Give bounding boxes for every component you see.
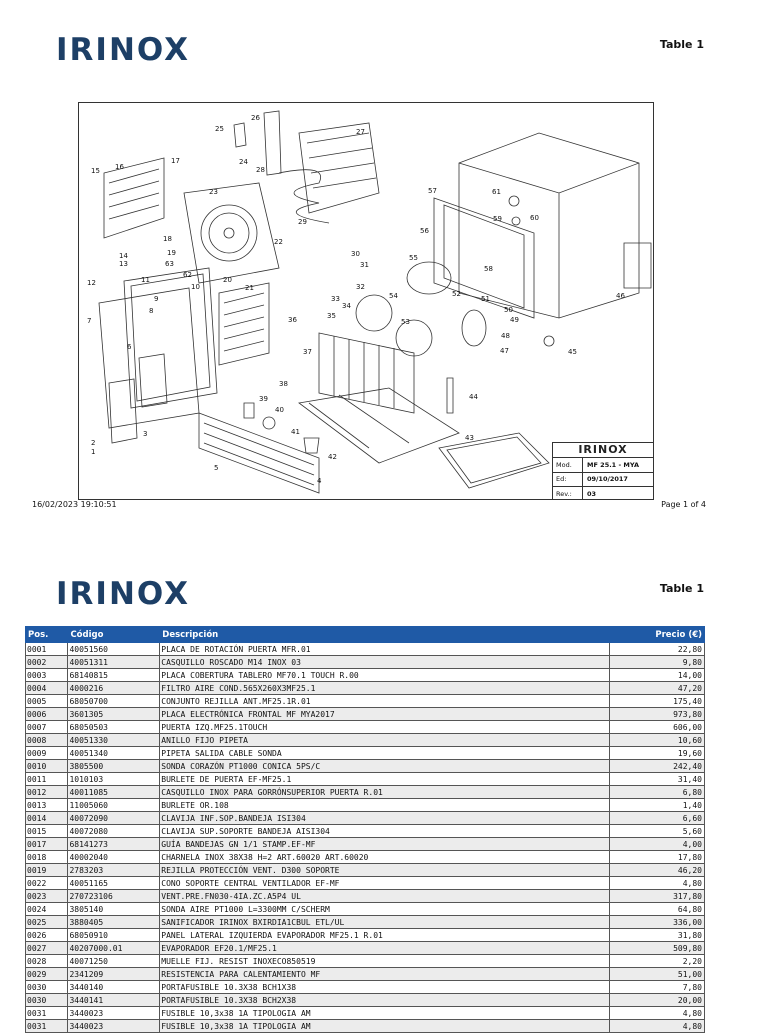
- table-label: Table 1: [659, 38, 704, 51]
- part-number: 57: [428, 187, 437, 195]
- cell-code: 3805500: [68, 760, 160, 773]
- cell-pos: 0003: [26, 669, 68, 682]
- parts-table-body: [26, 643, 705, 1033]
- cell-pos: 0031: [26, 1020, 68, 1033]
- part-number: 32: [356, 283, 365, 291]
- part-number: 17: [171, 157, 180, 165]
- cell-desc: MUELLE FIJ. RESIST INOXECO850519: [160, 955, 610, 968]
- cell-price: 64,80: [609, 903, 704, 916]
- part-number: 25: [215, 125, 224, 133]
- cell-code: 68140815: [68, 669, 160, 682]
- part-number: 59: [493, 215, 502, 223]
- cell-price: 5,60: [609, 825, 704, 838]
- cell-code: 40051560: [68, 643, 160, 656]
- part-number: 24: [239, 158, 248, 166]
- cell-desc: PORTAFUSIBLE 10.3X38 BCH2X38: [160, 994, 610, 1007]
- cell-pos: 0015: [26, 825, 68, 838]
- cell-pos: 0026: [26, 929, 68, 942]
- cell-price: 51,00: [609, 968, 704, 981]
- title-block-value: MF 25.1 - MYA: [587, 460, 640, 469]
- table-row: [26, 968, 705, 981]
- part-number: 50: [504, 306, 513, 314]
- cell-pos: 0027: [26, 942, 68, 955]
- part-number: 6: [127, 343, 132, 351]
- cell-desc: FUSIBLE 10,3x38 1A TIPOLOGIA AM: [160, 1007, 610, 1020]
- cell-price: 20,00: [609, 994, 704, 1007]
- cell-price: 47,20: [609, 682, 704, 695]
- part-number: 41: [291, 428, 300, 436]
- table-row: [26, 838, 705, 851]
- exploded-view-drawing: [78, 102, 654, 500]
- table-row: [26, 682, 705, 695]
- title-block-key: Ed:: [553, 473, 583, 487]
- title-block-row: [553, 473, 653, 488]
- part-number: 42: [328, 453, 337, 461]
- cell-desc: PANEL LATERAL IZQUIERDA EVAPORADOR MF25.1 R.01: [160, 929, 610, 942]
- part-number: 19: [167, 249, 176, 257]
- part-number: 51: [481, 295, 490, 303]
- cell-code: 3880405: [68, 916, 160, 929]
- cell-desc: PUERTA IZQ.MF25.1TOUCH: [160, 721, 610, 734]
- cell-code: 3440140: [68, 981, 160, 994]
- cell-code: 40207000.01: [68, 942, 160, 955]
- title-block-value: 09/10/2017: [587, 475, 628, 484]
- cell-pos: 0030: [26, 994, 68, 1007]
- part-number: 27: [356, 128, 365, 136]
- cell-price: 175,40: [609, 695, 704, 708]
- cell-pos: 0005: [26, 695, 68, 708]
- cell-pos: 0004: [26, 682, 68, 695]
- table-row: [26, 825, 705, 838]
- cell-pos: 0028: [26, 955, 68, 968]
- cell-code: 68050503: [68, 721, 160, 734]
- condenser-shape: [299, 123, 379, 213]
- table-row: [26, 656, 705, 669]
- cell-code: 68050910: [68, 929, 160, 942]
- table-row: [26, 786, 705, 799]
- cell-code: 40051330: [68, 734, 160, 747]
- part-number: 11: [141, 276, 150, 284]
- cell-pos: 0009: [26, 747, 68, 760]
- cell-desc: PLACA DE ROTACIÓN PUERTA MFR.01: [160, 643, 610, 656]
- table-row: [26, 643, 705, 656]
- table-row: [26, 916, 705, 929]
- cell-price: 509,80: [609, 942, 704, 955]
- cell-price: 14,00: [609, 669, 704, 682]
- table-row: [26, 994, 705, 1007]
- part-number: 29: [298, 218, 307, 226]
- cell-desc: CASQUILLO ROSCADO M14 INOX 03: [160, 656, 610, 669]
- part-number: 40: [275, 406, 284, 414]
- cell-desc: BURLETE OR.108: [160, 799, 610, 812]
- title-block-key: Rev.:: [553, 487, 583, 500]
- cell-price: 31,80: [609, 929, 704, 942]
- cell-price: 4,80: [609, 877, 704, 890]
- part-number: 61: [492, 188, 501, 196]
- cell-price: 19,60: [609, 747, 704, 760]
- cabinet-shape: [459, 133, 639, 318]
- table-row: [26, 734, 705, 747]
- cell-pos: 0029: [26, 968, 68, 981]
- cell-pos: 0007: [26, 721, 68, 734]
- table-row: [26, 1020, 705, 1033]
- cell-desc: CLAVIJA INF.SOP.BANDEJA ISI304: [160, 812, 610, 825]
- cell-code: 3440023: [68, 1007, 160, 1020]
- cell-desc: CONJUNTO REJILLA ANT.MF25.1R.01: [160, 695, 610, 708]
- cell-desc: BURLETE DE PUERTA EF-MF25.1: [160, 773, 610, 786]
- part-number: 14: [119, 252, 128, 260]
- cell-pos: 0022: [26, 877, 68, 890]
- cell-price: 17,80: [609, 851, 704, 864]
- exploded-view-svg: [79, 103, 653, 499]
- cell-price: 9,80: [609, 656, 704, 669]
- cell-price: 4,80: [609, 1020, 704, 1033]
- cell-code: 40072080: [68, 825, 160, 838]
- cell-pos: 0031: [26, 1007, 68, 1020]
- part-number: 52: [452, 290, 461, 298]
- cell-price: 10,60: [609, 734, 704, 747]
- part-number: 36: [288, 316, 297, 324]
- cell-desc: CLAVIJA SUP.SOPORTE BANDEJA AISI304: [160, 825, 610, 838]
- col-header-pos: Pos.: [26, 627, 68, 643]
- cell-desc: FILTRO AIRE COND.565X260X3MF25.1: [160, 682, 610, 695]
- cell-pos: 0019: [26, 864, 68, 877]
- part-number: 21: [245, 284, 254, 292]
- cell-code: 68141273: [68, 838, 160, 851]
- cell-pos: 0012: [26, 786, 68, 799]
- cell-price: 317,80: [609, 890, 704, 903]
- part-number: 30: [351, 250, 360, 258]
- cell-code: 3601305: [68, 708, 160, 721]
- cell-code: 3440023: [68, 1020, 160, 1033]
- cell-pos: 0030: [26, 981, 68, 994]
- table-row: [26, 708, 705, 721]
- title-block-row: [553, 458, 653, 473]
- cell-price: 46,20: [609, 864, 704, 877]
- cell-pos: 0024: [26, 903, 68, 916]
- cell-pos: 0006: [26, 708, 68, 721]
- cell-code: 2783203: [68, 864, 160, 877]
- part-number: 10: [191, 283, 200, 291]
- cell-price: 1,40: [609, 799, 704, 812]
- cell-pos: 0001: [26, 643, 68, 656]
- table-row: [26, 1007, 705, 1020]
- part-number: 56: [420, 227, 429, 235]
- cell-desc: PORTAFUSIBLE 10.3X38 BCH1X38: [160, 981, 610, 994]
- part-number: 20: [223, 276, 232, 284]
- cell-price: 606,00: [609, 721, 704, 734]
- cell-code: 40002040: [68, 851, 160, 864]
- part-number: 35: [327, 312, 336, 320]
- cell-desc: SANIFICADOR IRINOX BXIRDIA1CBUL ETL/UL: [160, 916, 610, 929]
- table-row: [26, 851, 705, 864]
- cell-code: 40072090: [68, 812, 160, 825]
- cell-price: 242,40: [609, 760, 704, 773]
- part-number: 7: [87, 317, 92, 325]
- part-number: 22: [274, 238, 283, 246]
- table-row: [26, 669, 705, 682]
- table-row: [26, 812, 705, 825]
- cell-price: 7,80: [609, 981, 704, 994]
- part-number: 9: [154, 295, 159, 303]
- cell-pos: 0013: [26, 799, 68, 812]
- table-row: [26, 942, 705, 955]
- table-row: [26, 721, 705, 734]
- part-number: 49: [510, 316, 519, 324]
- part-number: 26: [251, 114, 260, 122]
- cell-code: 270723106: [68, 890, 160, 903]
- table-label: Table 1: [659, 582, 704, 595]
- part-number: 31: [360, 261, 369, 269]
- part-number: 4: [317, 477, 322, 485]
- part-number: 2: [91, 439, 96, 447]
- cell-code: 40011085: [68, 786, 160, 799]
- cell-desc: REJILLA PROTECCIÓN VENT. D300 SOPORTE: [160, 864, 610, 877]
- cell-desc: PIPETA SALIDA CABLE SONDA: [160, 747, 610, 760]
- bottom-grille-shape: [199, 413, 319, 493]
- part-number: 8: [149, 307, 154, 315]
- part-number: 48: [501, 332, 510, 340]
- part-number: 63: [165, 260, 174, 268]
- part-number: 12: [87, 279, 96, 287]
- cell-price: 6,80: [609, 786, 704, 799]
- table-row: [26, 903, 705, 916]
- cell-pos: 0017: [26, 838, 68, 851]
- cell-code: 40051165: [68, 877, 160, 890]
- brand-logo: IRINOX: [56, 576, 191, 612]
- cell-price: 973,80: [609, 708, 704, 721]
- part-number: 33: [331, 295, 340, 303]
- part-number: 38: [279, 380, 288, 388]
- page-number: Page 1 of 4: [661, 500, 706, 509]
- cell-pos: 0023: [26, 890, 68, 903]
- part-number: 15: [91, 167, 100, 175]
- part-number: 37: [303, 348, 312, 356]
- cell-desc: EVAPORADOR EF20.1/MF25.1: [160, 942, 610, 955]
- part-number: 23: [209, 188, 218, 196]
- cell-pos: 0008: [26, 734, 68, 747]
- cell-desc: CHARNELA INOX 38X38 H=2 ART.60020 ART.60020: [160, 851, 610, 864]
- cell-desc: VENT.PRE.FN030-4IA.ZC.A5P4 UL: [160, 890, 610, 903]
- cell-pos: 0002: [26, 656, 68, 669]
- part-number: 55: [409, 254, 418, 262]
- part-number: 47: [500, 347, 509, 355]
- cell-code: 40051340: [68, 747, 160, 760]
- part-number: 44: [469, 393, 478, 401]
- part-number: 60: [530, 214, 539, 222]
- cell-pos: 0010: [26, 760, 68, 773]
- cell-price: 22,80: [609, 643, 704, 656]
- cell-desc: RESISTENCIA PARA CALENTAMIENTO MF: [160, 968, 610, 981]
- table-row: [26, 877, 705, 890]
- table-row: [26, 890, 705, 903]
- cell-desc: CASQUILLO INOX PARA GORRÓNSUPERIOR PUERTA R.01: [160, 786, 610, 799]
- table-row: [26, 773, 705, 786]
- cell-desc: CONO SOPORTE CENTRAL VENTILADOR EF-MF: [160, 877, 610, 890]
- table-row: [26, 955, 705, 968]
- part-number: 45: [568, 348, 577, 356]
- part-number: 53: [401, 318, 410, 326]
- cell-code: 40071250: [68, 955, 160, 968]
- table-row: [26, 695, 705, 708]
- cell-price: 6,60: [609, 812, 704, 825]
- part-number: 58: [484, 265, 493, 273]
- part-number: 62: [183, 271, 192, 279]
- part-number: 18: [163, 235, 172, 243]
- cell-code: 3805140: [68, 903, 160, 916]
- title-block-key: Mod.: [553, 458, 583, 472]
- part-number: 13: [119, 260, 128, 268]
- drawer-shape: [624, 243, 651, 288]
- cell-code: 3440141: [68, 994, 160, 1007]
- part-number: 28: [256, 166, 265, 174]
- cell-price: 4,00: [609, 838, 704, 851]
- part-number: 39: [259, 395, 268, 403]
- table-row: [26, 760, 705, 773]
- cell-desc: ANILLO FIJO PIPETA: [160, 734, 610, 747]
- cell-pos: 0025: [26, 916, 68, 929]
- col-header-desc: Descripción: [160, 627, 610, 643]
- cell-code: 2341209: [68, 968, 160, 981]
- brand-logo: IRINOX: [56, 32, 191, 68]
- part-number: 46: [616, 292, 625, 300]
- cell-code: 11005060: [68, 799, 160, 812]
- title-block: [552, 442, 653, 499]
- table-header-row: [26, 627, 705, 643]
- cell-desc: GUÍA BANDEJAS GN 1/1 STAMP.EF-MF: [160, 838, 610, 851]
- table-row: [26, 747, 705, 760]
- part-number: 3: [143, 430, 148, 438]
- part-number: 1: [91, 448, 96, 456]
- cell-pos: 0018: [26, 851, 68, 864]
- title-block-row: [553, 487, 653, 500]
- print-timestamp: 16/02/2023 19:10:51: [32, 500, 117, 509]
- cell-desc: SONDA CORAZÓN PT1000 CONICA 5PS/C: [160, 760, 610, 773]
- col-header-price: Precio (€): [609, 627, 704, 643]
- part-number: 5: [214, 464, 219, 472]
- table-row: [26, 929, 705, 942]
- cell-pos: 0014: [26, 812, 68, 825]
- title-block-logo: IRINOX: [553, 443, 653, 458]
- cell-price: 2,20: [609, 955, 704, 968]
- cell-price: 336,00: [609, 916, 704, 929]
- cell-price: 4,80: [609, 1007, 704, 1020]
- part-number: 16: [115, 163, 124, 171]
- cell-desc: PLACA ELECTRÓNICA FRONTAL MF MYA2017: [160, 708, 610, 721]
- table-row: [26, 799, 705, 812]
- cell-code: 68050700: [68, 695, 160, 708]
- part-number: 54: [389, 292, 398, 300]
- cell-code: 40051311: [68, 656, 160, 669]
- col-header-code: Código: [68, 627, 160, 643]
- cell-desc: PLACA COBERTURA TABLERO MF70.1 TOUCH R.00: [160, 669, 610, 682]
- parts-table: [25, 626, 705, 1033]
- title-block-value: 03: [587, 489, 597, 498]
- table-row: [26, 981, 705, 994]
- cell-code: 1010103: [68, 773, 160, 786]
- cell-price: 31,40: [609, 773, 704, 786]
- table-row: [26, 864, 705, 877]
- cell-code: 4000216: [68, 682, 160, 695]
- evaporator-shape: [319, 333, 414, 413]
- cell-desc: SONDA AIRE PT1000 L=3300MM C/SCHERM: [160, 903, 610, 916]
- part-number: 34: [342, 302, 351, 310]
- part-number: 43: [465, 434, 474, 442]
- cell-pos: 0011: [26, 773, 68, 786]
- cell-desc: FUSIBLE 10,3x38 1A TIPOLOGIA AM: [160, 1020, 610, 1033]
